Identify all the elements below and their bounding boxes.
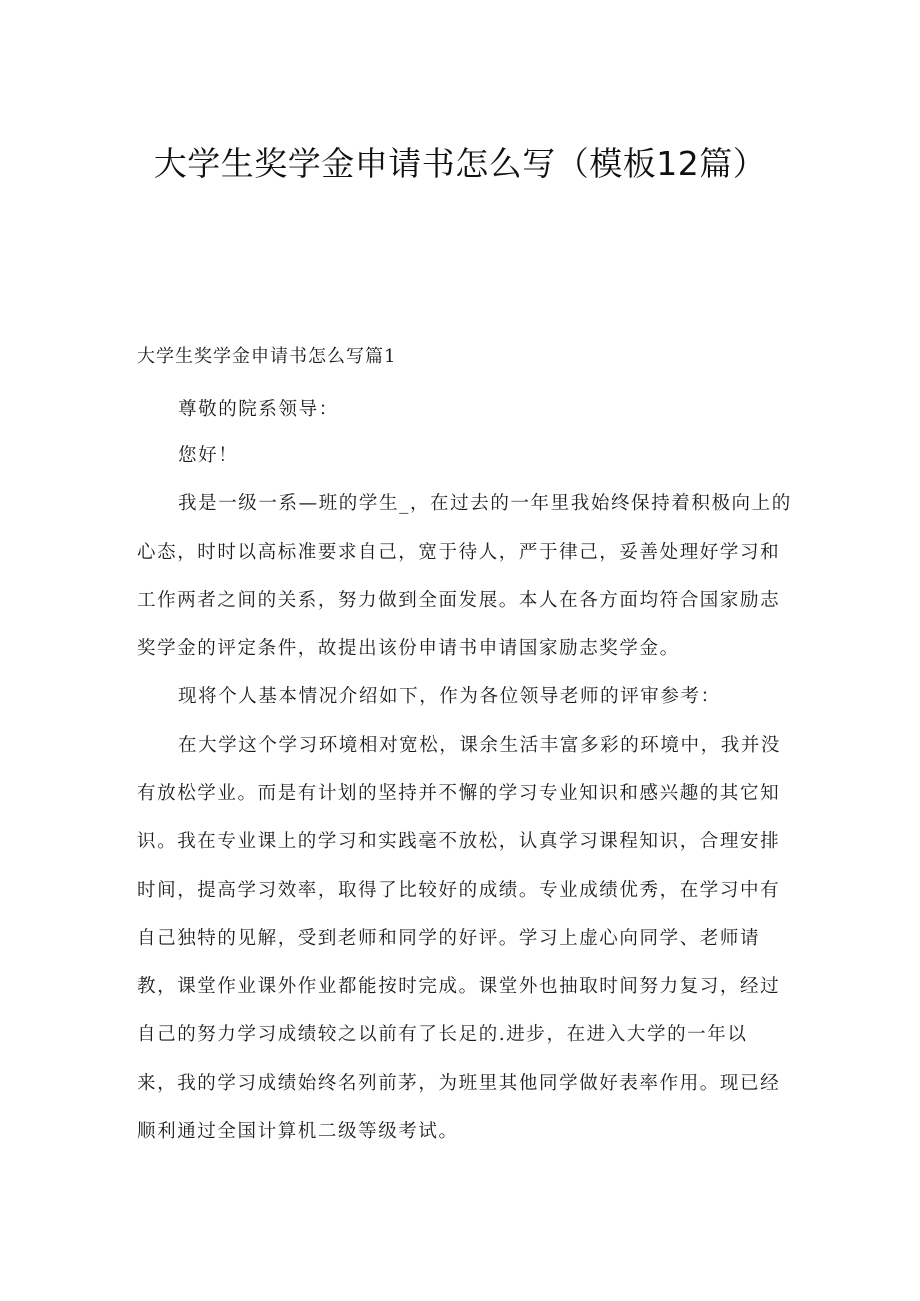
body-line: 奖学金的评定条件，故提出该份申请书申请国家励志奖学金。: [137, 638, 680, 659]
greeting-line: 您好！: [178, 445, 239, 466]
body-line: 工作两者之间的关系，努力做到全面发展。本人在各方面均符合国家励志: [137, 590, 781, 611]
section-heading: 大学生奖学金申请书怎么写篇1: [137, 346, 397, 367]
document-title: 大学生奖学金申请书怎么写（模板12篇）: [153, 144, 767, 183]
body-line: 有放松学业。而是有计划的坚持并不懈的学习专业知识和感兴趣的其它知: [137, 783, 781, 804]
body-line: 现将个人基本情况介绍如下，作为各位领导老师的评审参考：: [178, 686, 721, 707]
body-line: 时间，提高学习效率，取得了比较好的成绩。专业成绩优秀，在学习中有: [137, 880, 781, 901]
body-line: 识。我在专业课上的学习和实践毫不放松，认真学习课程知识，合理安排: [137, 831, 781, 852]
body-line: 顺利通过全国计算机二级等级考试。: [137, 1121, 459, 1142]
body-line: 在大学这个学习环境相对宽松，课余生活丰富多彩的环境中，我并没: [178, 735, 782, 756]
body-line: 教，课堂作业课外作业都能按时完成。课堂外也抽取时间努力复习，经过: [137, 976, 781, 997]
body-line: 我是一级一系—班的学生_，在过去的一年里我始终保持着积极向上的: [178, 493, 792, 514]
body-line: 自己的努力学习成绩较之以前有了长足的.进步，在进入大学的一年以: [137, 1024, 748, 1045]
body-line: 心态，时时以高标准要求自己，宽于待人，严于律己，妥善处理好学习和: [137, 542, 781, 563]
salutation-line: 尊敬的院系领导：: [178, 399, 339, 420]
body-line: 自己独特的见解，受到老师和同学的好评。学习上虚心向同学、老师请: [137, 928, 761, 949]
body-line: 来，我的学习成绩始终名列前茅，为班里其他同学做好表率作用。现已经: [137, 1073, 781, 1094]
